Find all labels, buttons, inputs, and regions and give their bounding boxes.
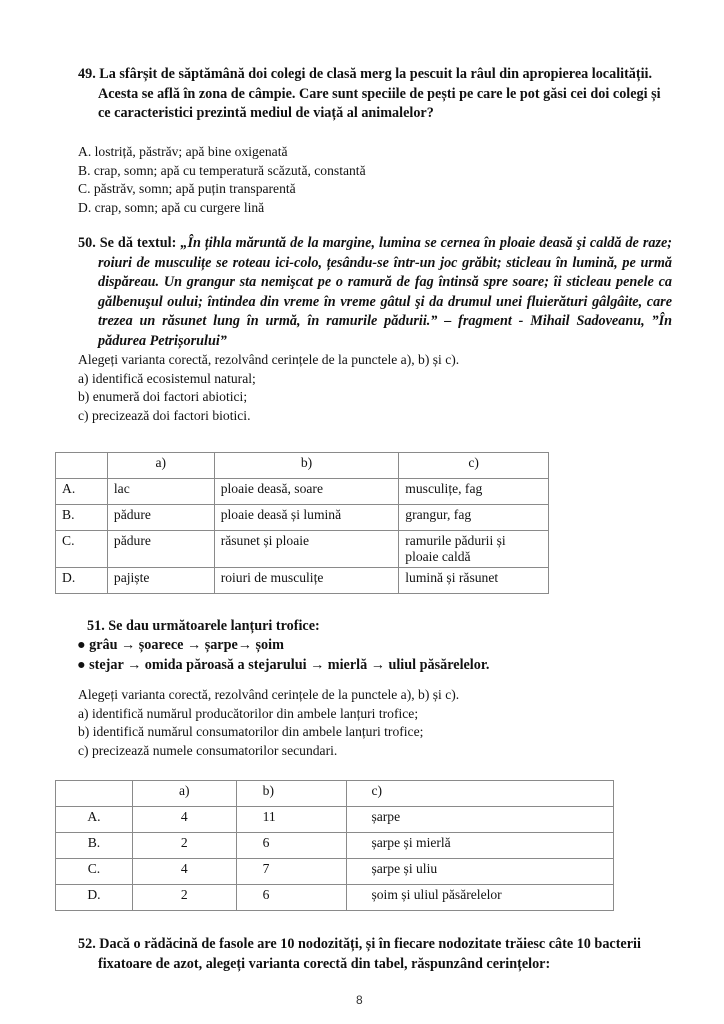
food-chain-1: ● grâu → șoarece → șarpe→ șoim xyxy=(77,637,284,653)
question-50-intro: 50. Se dă textul: xyxy=(78,235,181,251)
row-label: B. xyxy=(56,833,133,859)
instruction-c: c) precizează doi factori biotici. xyxy=(78,407,251,423)
option-a: A. lostriță, păstrăv; apă bine oxigenată xyxy=(78,144,288,159)
row-label: C. xyxy=(56,531,108,568)
table-cell: pajiște xyxy=(107,568,214,594)
table-cell: 2 xyxy=(132,833,236,859)
instruction-a: a) identifică ecosistemul natural; xyxy=(78,370,256,386)
row-label: B. xyxy=(56,505,108,531)
table-cell: pădure xyxy=(107,505,214,531)
question-50-quote: „În țihla măruntă de la margine, lumina se cernea în ploaie deasă şi caldă de raze; roiuri de musculițe se roteau ici-colo, țesându-se într-un joc grăbit; sticleau în lumină, pe urmă dispăreau. Un grangur sta nemişcat pe o ramură de fag întinsă spre soare; îi sticleau penele ca gălbenuşul oului; întindea din vreme în vreme gâtul şi da drumul unei fluierături gâlgâite, care trezea un răsunet lung în urmă, în ramurile pădurii.” – fragment - Mihail Sadoveanu, ”În pădurea Petrișorului” xyxy=(98,235,673,349)
row-label: C. xyxy=(56,859,133,885)
header-cell: c) xyxy=(347,781,614,807)
instruction-line: Alegeți varianta corectă, rezolvând cerințele de la punctele a), b) și c). xyxy=(78,687,460,702)
table-header-row xyxy=(56,453,549,479)
table-cell: roiuri de musculițe xyxy=(214,568,399,594)
table-cell: 4 xyxy=(132,859,236,885)
header-cell: c) xyxy=(399,453,549,479)
question-52 xyxy=(78,935,678,974)
table-row xyxy=(56,568,549,594)
header-cell xyxy=(56,453,108,479)
row-label: D. xyxy=(56,885,133,911)
question-51-instructions xyxy=(78,686,638,760)
question-51-title: 51. Se dau următoarele lanțuri trofice: xyxy=(87,618,320,634)
question-50-instructions xyxy=(78,351,638,425)
table-cell: 11 xyxy=(236,807,347,833)
table-cell: 6 xyxy=(236,885,347,911)
table-cell: 2 xyxy=(132,885,236,911)
table-header-row xyxy=(56,781,614,807)
question-50 xyxy=(78,234,672,351)
instruction-b: b) identifică numărul consumatorilor din ambele lanțuri trofice; xyxy=(78,724,424,740)
table-cell: musculițe, fag xyxy=(399,479,549,505)
option-b: B. crap, somn; apă cu temperatură scăzută, constantă xyxy=(78,162,366,178)
table-row xyxy=(56,807,614,833)
table-cell: ploaie deasă și lumină xyxy=(214,505,399,531)
header-cell: b) xyxy=(214,453,399,479)
table-cell: grangur, fag xyxy=(399,505,549,531)
table-cell: 4 xyxy=(132,807,236,833)
question-51-answer-table xyxy=(55,780,614,911)
row-label: A. xyxy=(56,807,133,833)
table-row xyxy=(56,531,549,568)
option-d: D. crap, somn; apă cu curgere lină xyxy=(78,199,265,215)
table-row xyxy=(56,833,614,859)
instruction-a: a) identifică numărul producătorilor din ambele lanțuri trofice; xyxy=(78,705,419,721)
instruction-c: c) precizează numele consumatorilor secundari. xyxy=(78,742,338,758)
table-row xyxy=(56,885,614,911)
header-cell: b) xyxy=(236,781,347,807)
table-cell: răsunet și ploaie xyxy=(214,531,399,568)
question-51-chains xyxy=(77,636,677,675)
header-cell xyxy=(56,781,133,807)
instruction-b: b) enumeră doi factori abiotici; xyxy=(78,389,248,405)
question-49-title: 49. La sfârșit de săptămână doi colegi de clasă merg la pescuit la râul din apropierea localității. Acesta se află în zona de câmpie. Care sunt speciile de pești pe care le pot găsi cei doi colegi și ce caracteristici prezintă mediul de viață al animalelor? xyxy=(78,66,661,121)
row-label: A. xyxy=(56,479,108,505)
table-cell: șarpe și uliu xyxy=(347,859,614,885)
header-cell: a) xyxy=(132,781,236,807)
row-label: D. xyxy=(56,568,108,594)
question-50-answer-table xyxy=(55,452,549,594)
table-cell: 6 xyxy=(236,833,347,859)
table-cell: ploaie deasă, soare xyxy=(214,479,399,505)
option-c: C. păstrăv, somn; apă puțin transparentă xyxy=(78,181,296,197)
page-number: 8 xyxy=(356,993,363,1007)
header-cell: a) xyxy=(107,453,214,479)
table-row xyxy=(56,859,614,885)
table-cell: șoim și uliul păsărelelor xyxy=(347,885,614,911)
table-row xyxy=(56,479,549,505)
question-49 xyxy=(78,65,673,124)
table-cell: pădure xyxy=(107,531,214,568)
question-49-options xyxy=(78,143,578,217)
food-chain-2: ● stejar → omida păroasă a stejarului → mierlă → uliul păsărelelor. xyxy=(77,656,490,673)
table-row xyxy=(56,505,549,531)
question-52-title: 52. Dacă o rădăcină de fasole are 10 nodozități, și în fiecare nodozitate trăiesc câte 10 bacterii fixatoare de azot, alegeți varianta corectă din tabel, răspunzând cerințelor: xyxy=(78,936,641,972)
table-cell: șarpe xyxy=(347,807,614,833)
table-cell: lumină și răsunet xyxy=(399,568,549,594)
table-cell: 7 xyxy=(236,859,347,885)
table-cell: ramurile pădurii și ploaie caldă xyxy=(399,531,549,568)
table-cell: lac xyxy=(107,479,214,505)
instruction-line: Alegeți varianta corectă, rezolvând cerințele de la punctele a), b) și c). xyxy=(78,352,460,367)
table-cell: șarpe și mierlă xyxy=(347,833,614,859)
